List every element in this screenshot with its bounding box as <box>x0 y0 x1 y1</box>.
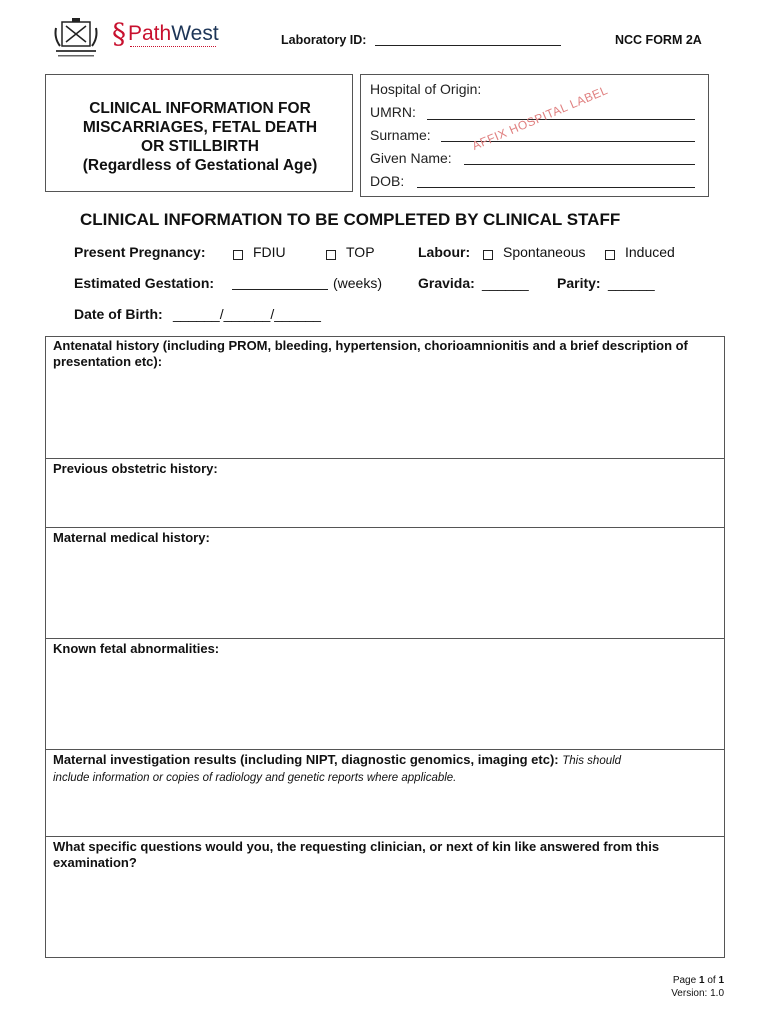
umrn-field[interactable] <box>427 119 695 120</box>
laboratory-id-label: Laboratory ID: <box>281 33 367 47</box>
section-label-block <box>53 752 713 786</box>
laboratory-id-field[interactable] <box>375 45 561 46</box>
antenatal-history-section[interactable] <box>46 337 724 459</box>
labour-label: Labour: <box>418 244 471 260</box>
given-name-field[interactable] <box>464 164 695 165</box>
pathwest-logo <box>112 17 222 52</box>
present-pregnancy-label: Present Pregnancy: <box>74 244 206 260</box>
spontaneous-option-label: Spontaneous <box>503 244 586 260</box>
section-note: include information or copies of radiology and genetic reports where applicable. <box>53 772 457 784</box>
maternal-investigation-section[interactable] <box>46 750 724 837</box>
page-footer <box>671 974 724 1000</box>
umrn-label: UMRN: <box>370 104 416 120</box>
fdiu-option-label: FDIU <box>253 244 286 260</box>
pathwest-wordmark: PathWest <box>128 22 219 45</box>
section-label: Maternal medical history: <box>53 530 210 545</box>
form-title-box <box>45 74 353 192</box>
section-label: What specific questions would you, the requesting clinician, or next of kin like answered from this examination? <box>53 839 660 870</box>
form-title-line: OR STILLBIRTH <box>141 138 259 155</box>
surname-label: Surname: <box>370 127 431 143</box>
top-option-label: TOP <box>346 244 375 260</box>
page-current: 1 <box>698 975 705 986</box>
section-label: Previous obstetric history: <box>53 461 218 476</box>
date-of-birth-label: Date of Birth: <box>74 306 163 322</box>
dob-field[interactable] <box>417 187 695 188</box>
estimated-gestation-label: Estimated Gestation: <box>74 275 215 291</box>
spontaneous-checkbox[interactable] <box>483 247 493 265</box>
hospital-origin-label: Hospital of Origin: <box>370 81 482 97</box>
section-label: Known fetal abnormalities: <box>53 641 220 656</box>
government-crest-icon <box>52 18 100 62</box>
gravida-field[interactable]: ______ <box>482 275 529 291</box>
form-title <box>46 99 354 175</box>
gestation-weeks-field[interactable] <box>232 289 328 290</box>
maternal-medical-history-section[interactable] <box>46 528 724 639</box>
form-title-line: (Regardless of Gestational Age) <box>82 157 318 174</box>
previous-obstetric-history-section[interactable] <box>46 459 724 528</box>
page-of: of <box>707 975 716 986</box>
known-fetal-abnormalities-section[interactable] <box>46 639 724 750</box>
weeks-unit-label: (weeks) <box>333 275 383 291</box>
given-name-label: Given Name: <box>370 150 452 166</box>
induced-option-label: Induced <box>625 244 675 260</box>
section-label: Maternal investigation results (including NIPT, diagnostic genomics, imaging etc): <box>53 752 559 767</box>
version-label: Version: 1.0 <box>671 988 724 999</box>
fdiu-checkbox[interactable] <box>233 247 243 265</box>
parity-field[interactable]: ______ <box>608 275 655 291</box>
form-title-line: MISCARRIAGES, FETAL DEATH <box>82 119 318 136</box>
section-label: Antenatal history (including PROM, bleeding, hypertension, chorioamnionitis and a brief description of presentation etc): <box>53 338 688 369</box>
induced-checkbox[interactable] <box>605 247 615 265</box>
form-code: NCC FORM 2A <box>615 33 702 47</box>
section-note: This should <box>562 755 622 767</box>
page-total: 1 <box>718 975 724 986</box>
affix-label-watermark: AFFIX HOSPITAL LABEL <box>470 82 610 153</box>
dob-label: DOB: <box>370 173 405 189</box>
form-title-line: CLINICAL INFORMATION FOR <box>89 100 311 117</box>
clinical-section-heading: CLINICAL INFORMATION TO BE COMPLETED BY CLINICAL STAFF <box>80 210 621 229</box>
patient-label-box <box>360 74 709 197</box>
parity-label: Parity: <box>557 275 601 291</box>
date-of-birth-field[interactable]: ______/______/______ <box>173 306 321 322</box>
gravida-label: Gravida: <box>418 275 475 291</box>
pathwest-tagline-rule <box>130 46 216 49</box>
page-prefix: Page <box>672 975 697 986</box>
clinical-history-table <box>45 336 725 958</box>
top-checkbox[interactable] <box>326 247 336 265</box>
specific-questions-section[interactable] <box>46 837 724 957</box>
page-number <box>671 974 724 987</box>
pathwest-s-icon: § <box>112 17 126 50</box>
